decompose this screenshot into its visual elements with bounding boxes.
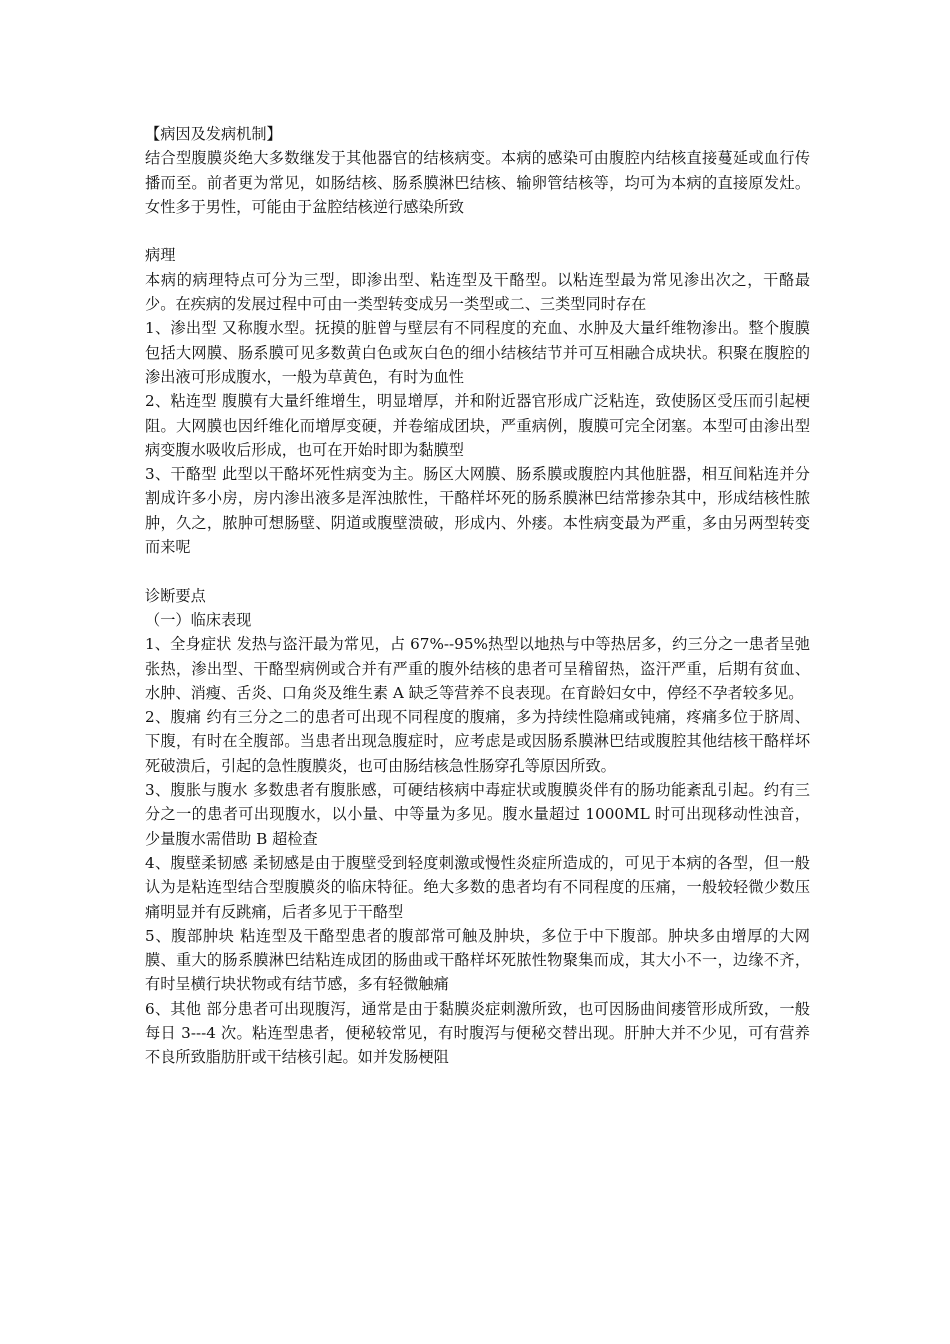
paragraph-clinical-2: 2、腹痛 约有三分之二的患者可出现不同程度的腹痛，多为持续性隐痛或钝痛，疼痛多位于脐周、下腹，有时在全腹部。当患者出现急腹症时，应考虑是或因肠系膜淋巴结或腹腔其他结核干酪样坏死破溃后，引起的急性腹膜炎，也可由肠结核急性肠穿孔等原因所致。 bbox=[145, 708, 810, 775]
paragraph-clinical-5: 5、腹部肿块 粘连型及干酪型患者的腹部常可触及肿块，多位于中下腹部。肿块多由增厚的大网膜、重大的肠系膜淋巴结粘连成团的肠曲或干酪样坏死脓性物聚集而成，其大小不一，边缘不齐，有时呈横行块状物或有结节感，多有轻微触痛 bbox=[145, 926, 810, 994]
blank-line bbox=[145, 219, 810, 243]
document-page bbox=[145, 122, 810, 1070]
paragraph-clinical-4: 4、腹壁柔韧感 柔韧感是由于腹壁受到轻度刺激或慢性炎症所造成的，可见于本病的各型，但一般认为是粘连型结合型腹膜炎的临床特征。绝大多数的患者均有不同程度的压痛，一般较轻微少数压痛明显并有反跳痛，后者多见于干酪型 bbox=[145, 853, 810, 921]
paragraph-etiology: 结合型腹膜炎绝大多数继发于其他器官的结核病变。本病的感染可由腹腔内结核直接蔓延或血行传播而至。前者更为常见，如肠结核、肠系膜淋巴结核、输卵管结核等，均可为本病的直接原发灶。女性多于男性，可能由于盆腔结核逆行感染所致 bbox=[145, 149, 810, 216]
paragraph-clinical-6: 6、其他 部分患者可出现腹泻，通常是由于黏膜炎症刺激所致，也可因肠曲间瘘管形成所致，一般每日 3---4 次。粘连型患者，便秘较常见，有时腹泻与便秘交替出现。肝肿大并不少见，可有营养不良所致脂肪肝或干结核引起。如并发肠梗阻 bbox=[145, 999, 810, 1067]
section-heading-pathology: 病理 bbox=[145, 246, 176, 265]
paragraph-pathology-type-2: 2、粘连型 腹膜有大量纤维增生，明显增厚，并和附近器官形成广泛粘连，致使肠区受压而引起梗阻。大网膜也因纤维化而增厚变硬，并卷缩成团块，严重病例，腹膜可完全闭塞。本型可由渗出型病变腹水吸收后形成，也可在开始时即为黏膜型 bbox=[145, 392, 810, 459]
blank-line bbox=[145, 559, 810, 583]
paragraph-pathology-intro: 本病的病理特点可分为三型，即渗出型、粘连型及干酪型。以粘连型最为常见渗出次之，干酪最少。在疾病的发展过程中可由一类型转变成另一类型或二、三类型同时存在 bbox=[145, 270, 810, 314]
paragraph-pathology-type-3: 3、干酪型 此型以干酪坏死性病变为主。肠区大网膜、肠系膜或腹腔内其他脏器，相互间粘连并分割成许多小房，房内渗出液多是浑浊脓性，干酪样坏死的肠系膜淋巴结常掺杂其中，形成结核性脓肿，久之，脓肿可想肠壁、阴道或腹壁溃破，形成内、外瘘。本性病变最为严重，多由另两型转变而来呢 bbox=[145, 465, 810, 557]
paragraph-pathology-type-1: 1、渗出型 又称腹水型。抚摸的脏曾与壁层有不同程度的充血、水肿及大量纤维物渗出。整个腹膜包括大网膜、肠系膜可见多数黄白色或灰白色的细小结核结节并可互相融合成块状。积聚在腹腔的渗出液可形成腹水，一般为草黄色，有时为血性 bbox=[145, 319, 810, 386]
subheading-clinical: （一）临床表现 bbox=[145, 610, 252, 629]
paragraph-clinical-3: 3、腹胀与腹水 多数患者有腹胀感，可硬结核病中毒症状或腹膜炎伴有的肠功能紊乱引起。约有三分之一的患者可出现腹水，以小量、中等量为多见。腹水量超过 1000ML 时可出现移动性浊音，少量腹水需借助 B 超检查 bbox=[145, 781, 810, 848]
section-heading-etiology: 【病因及发病机制】 bbox=[145, 125, 282, 143]
paragraph-clinical-1: 1、全身症状 发热与盗汗最为常见，占 67%--95%热型以地热与中等热居多，约三分之一患者呈弛张热，渗出型、干酪型病例或合并有严重的腹外结核的患者可呈稽留热，盗汗严重，后期有贫血、水肿、消瘦、舌炎、口角炎及维生素 A 缺乏等营养不良表现。在育龄妇女中，停经不孕者较多见。 bbox=[145, 635, 810, 702]
section-heading-diagnosis: 诊断要点 bbox=[145, 586, 206, 605]
